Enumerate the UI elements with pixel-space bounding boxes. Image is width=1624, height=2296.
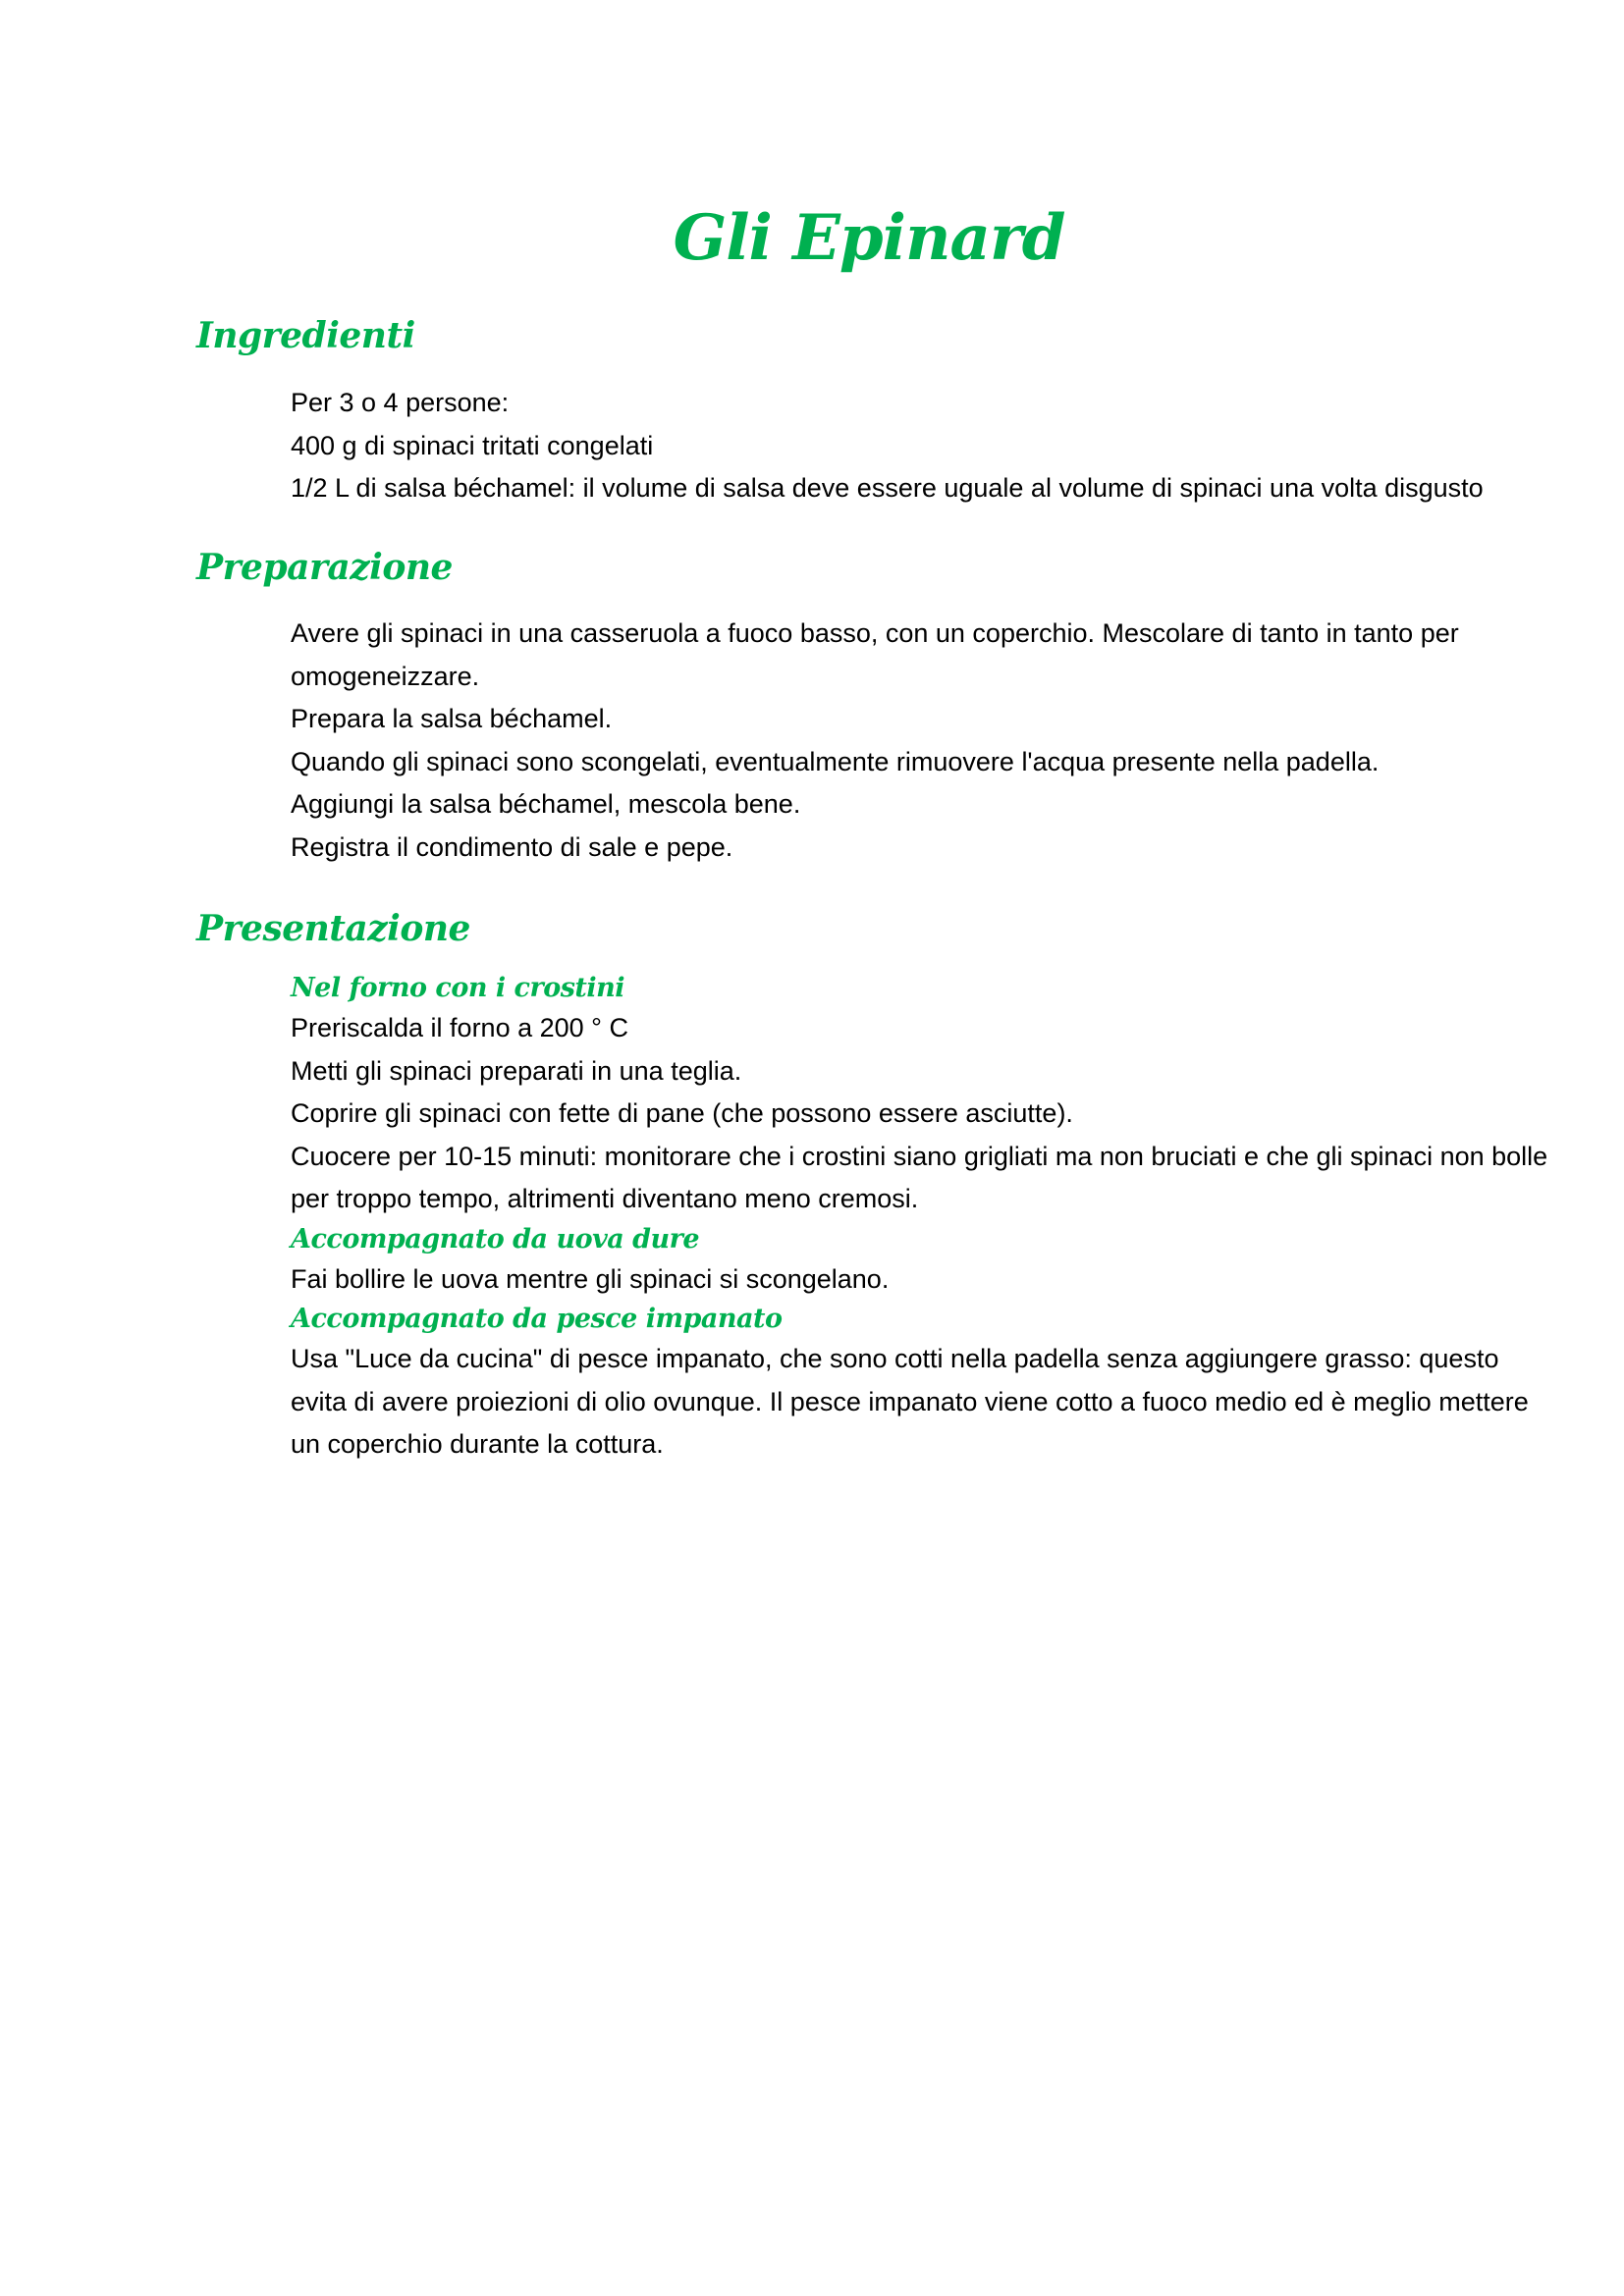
preparation-steps: [291, 613, 1551, 869]
preparation-step: Quando gli spinaci sono scongelati, eventualmente rimuovere l'acqua presente nella padella.: [291, 746, 1380, 776]
presentation-heading: Presentazione: [196, 908, 470, 949]
preparation-step: Avere gli spinaci in una casseruola a fuoco basso, con un coperchio. Mescolare di tanto in tanto per omogeneizzare.: [291, 618, 1459, 691]
preparation-heading: Preparazione: [196, 547, 453, 588]
ingredients-list: [291, 382, 1551, 510]
ingredients-heading: Ingredienti: [196, 315, 415, 356]
preparation-step: Aggiungi la salsa béchamel, mescola bene.: [291, 789, 801, 819]
option-line: Metti gli spinaci preparati in una teglia.: [291, 1055, 742, 1086]
ingredient-line: 400 g di spinaci tritati congelati: [291, 430, 654, 460]
preparation-section: [196, 543, 1551, 869]
presentation-section: [196, 904, 1551, 1467]
option-title: Accompagnato da pesce impanato: [291, 1304, 783, 1334]
option-line: Coprire gli spinaci con fette di pane (che possono essere asciutte).: [291, 1098, 1073, 1128]
ingredient-line: 1/2 L di salsa béchamel: il volume di salsa deve essere uguale al volume di spinaci una volta disgusto: [291, 473, 1484, 503]
presentation-option-eggs: [291, 1221, 1551, 1302]
page-title: Gli Epinard: [673, 201, 1065, 275]
preparation-step: Registra il condimento di sale e pepe.: [291, 831, 733, 862]
option-line: Cuocere per 10-15 minuti: monitorare che i crostini siano grigliati ma non bruciati e che gli spinaci non bolle per troppo tempo, altrimenti diventano meno cremosi.: [291, 1141, 1548, 1213]
option-line: Preriscalda il forno a 200 ° C: [291, 1013, 628, 1042]
preparation-step: Prepara la salsa béchamel.: [291, 704, 613, 733]
option-line: Fai bollire le uova mentre gli spinaci si scongelano.: [291, 1263, 890, 1294]
ingredients-section: [196, 311, 1551, 510]
presentation-option-oven: [291, 970, 1551, 1221]
ingredient-line: Per 3 o 4 persone:: [291, 388, 510, 417]
presentation-option-fish: [291, 1301, 1551, 1467]
presentation-body: [291, 970, 1551, 1467]
option-title: Accompagnato da uova dure: [291, 1223, 700, 1255]
option-line: Usa "Luce da cucina" di pesce impanato, che sono cotti nella padella senza aggiungere grasso: questo evita di avere proiezioni di olio ovunque. Il pesce impanato viene cotto a fuoco medio ed è meglio mettere un coperchio durante la cottura.: [291, 1344, 1529, 1459]
option-title: Nel forno con i crostini: [291, 973, 625, 1003]
